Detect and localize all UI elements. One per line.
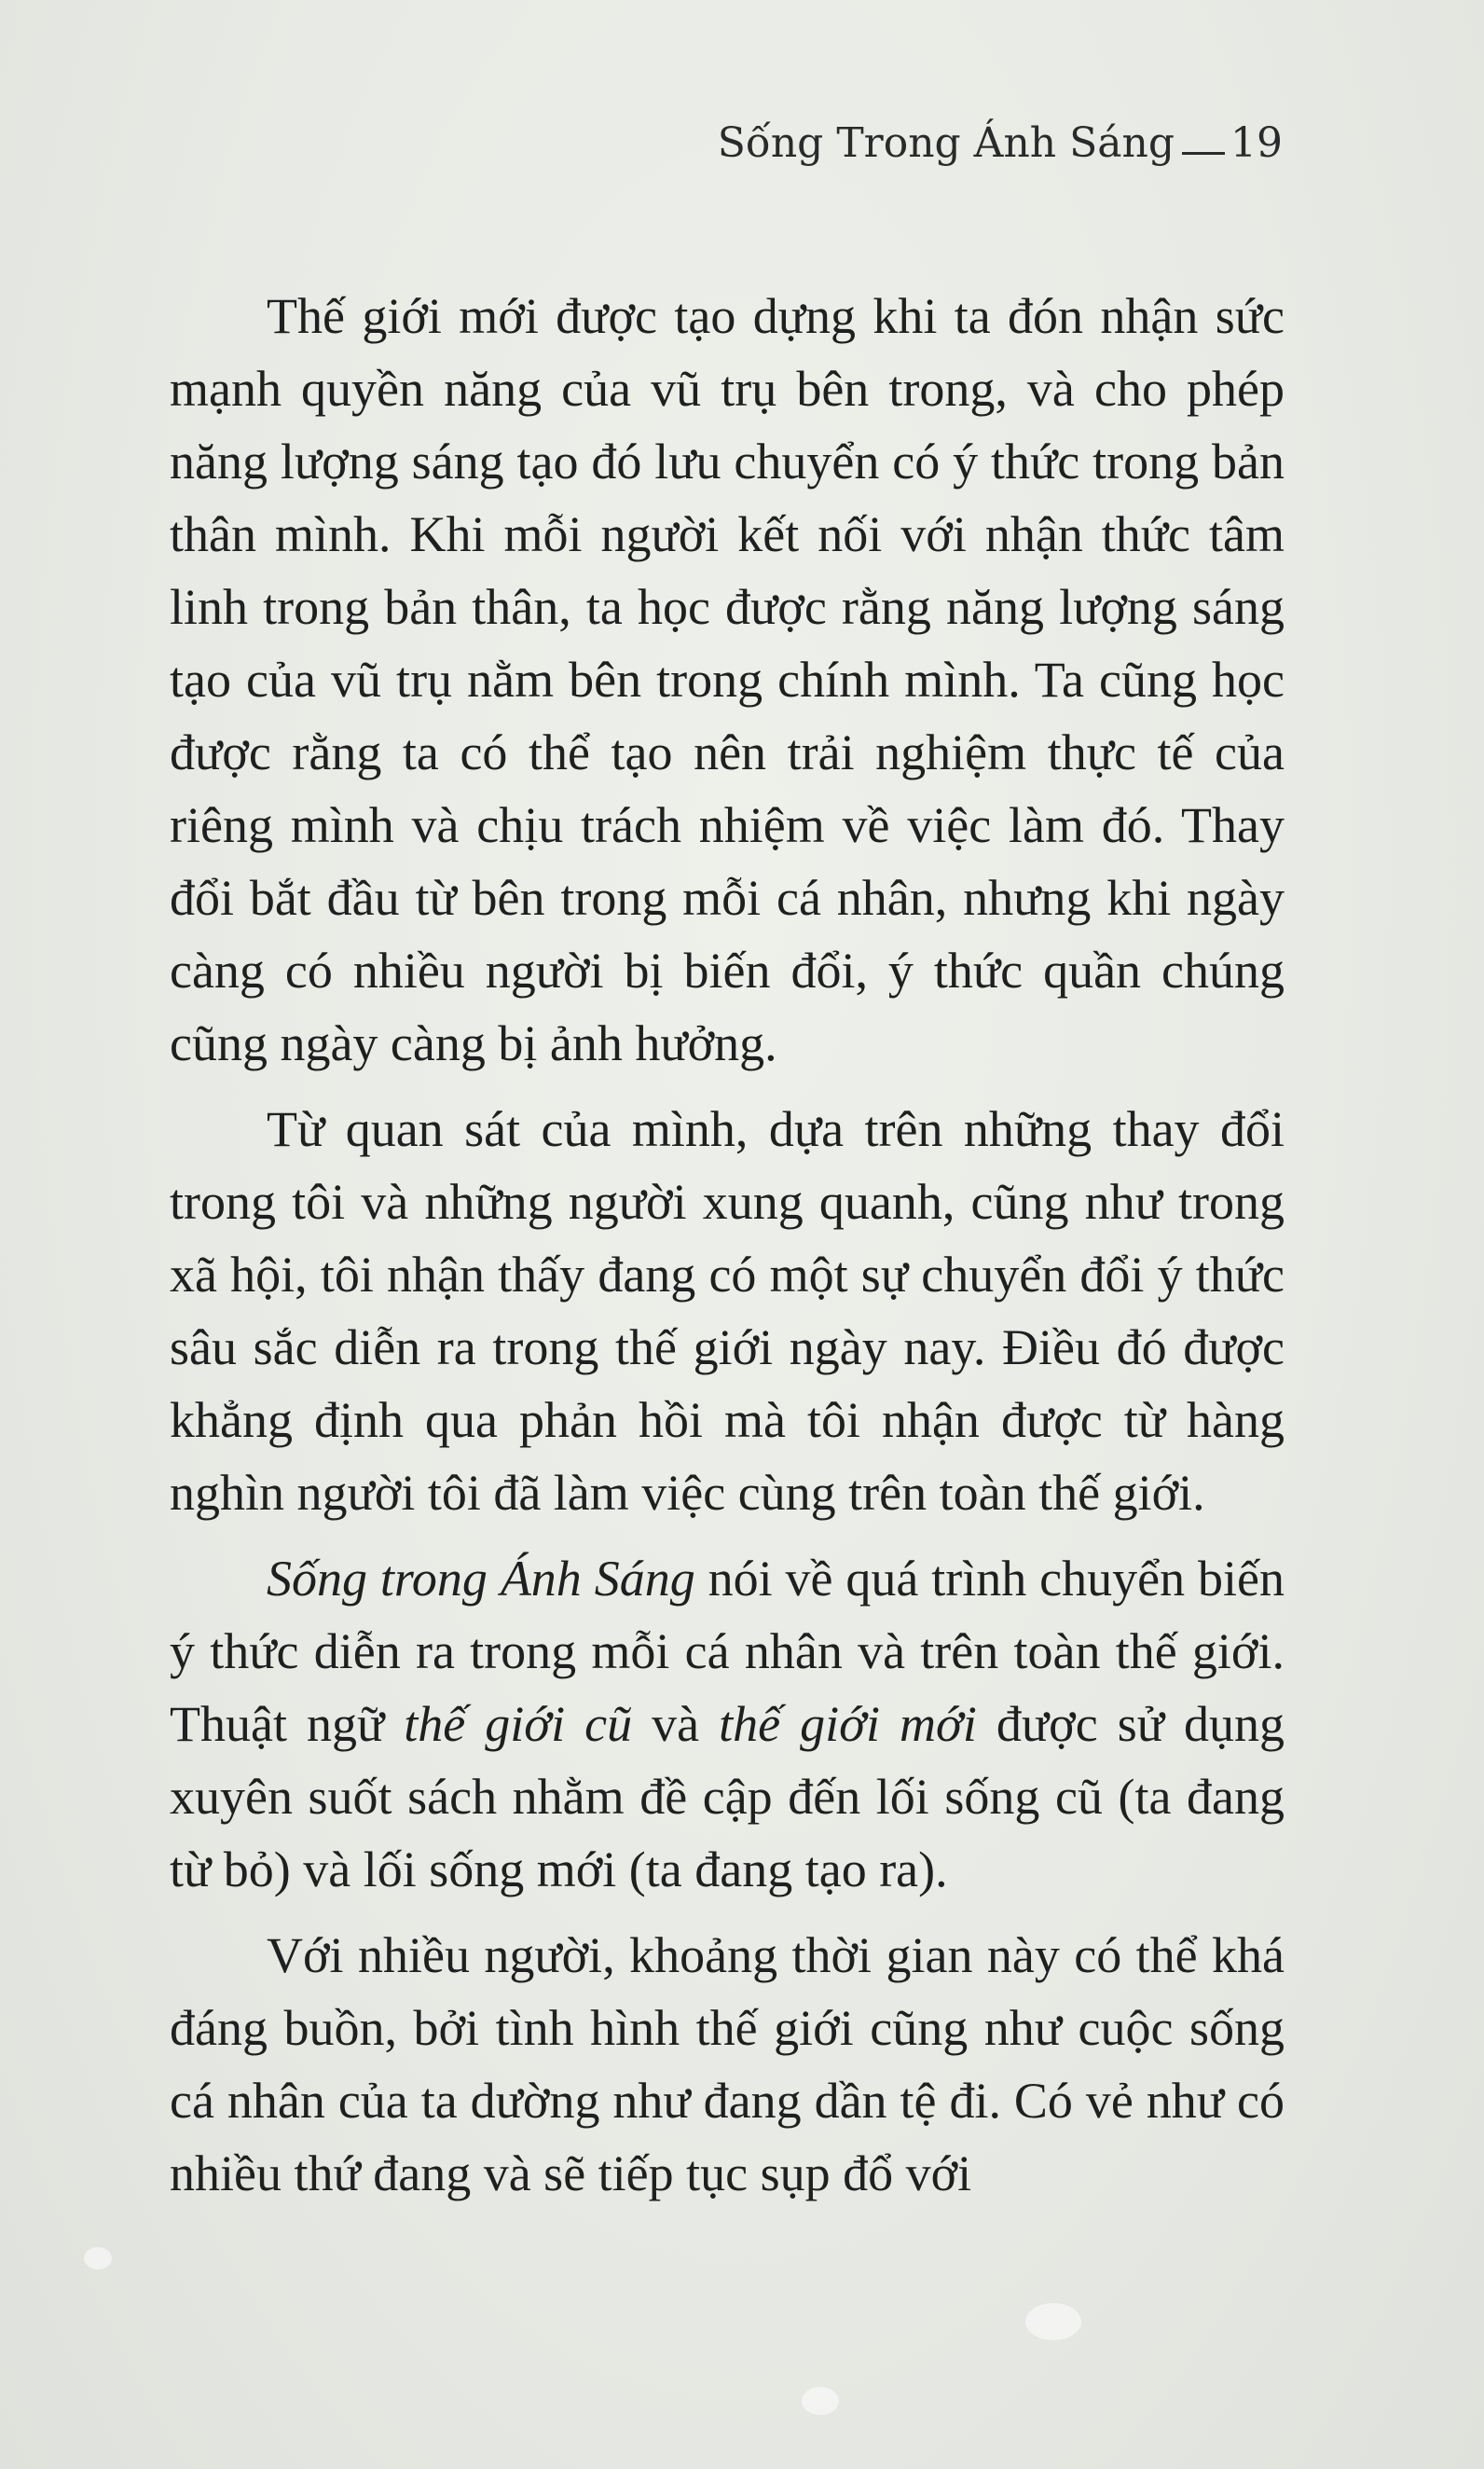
paragraph-3-text-1: nói về quá trình chuyển biến ý thức diễn ra trong mỗi cá nhân và trên toàn thế giới. Thuật ngữ [170,1551,1285,1752]
paragraph-3 [170,1542,1285,1906]
paragraph-1: Thế giới mới được tạo dựng khi ta đón nhận sức mạnh quyền năng của vũ trụ bên trong, và cho phép năng lượng sáng tạo đó lưu chuyển có ý thức trong bản thân mình. Khi mỗi người kết nối với nhận thức tâm linh trong bản thân, ta học được rằng năng lượng sáng tạo của vũ trụ nằm bên trong chính mình. Ta cũng học được rằng ta có thể tạo nên trải nghiệm thực tế của riêng mình và chịu trách nhiệm về việc làm đó. Thay đổi bắt đầu từ bên trong mỗi cá nhân, nhưng khi ngày càng có nhiều người bị biến đổi, ý thức quần chúng cũng ngày càng bị ảnh hưởng. [170,288,1285,1071]
header-rule [1182,152,1225,155]
body-text [170,280,1285,2223]
term-new-world: thế giới mới [719,1696,977,1752]
paragraph-3-text-2: và [632,1696,720,1752]
page-number: 19 [1230,119,1283,167]
running-header [718,119,1283,167]
paragraph-4: Với nhiều người, khoảng thời gian này có thể khá đáng buồn, bởi tình hình thế giới cũng như cuộc sống cá nhân của ta dường như đang dần tệ đi. Có vẻ như có nhiều thứ đang và sẽ tiếp tục sụp đổ với [170,1927,1285,2201]
book-title-italic: Sống trong Ánh Sáng [267,1551,695,1607]
term-old-world: thế giới cũ [404,1696,633,1752]
paragraph-2: Từ quan sát của mình, dựa trên những thay đổi trong tôi và những người xung quanh, cũng như trong xã hội, tôi nhận thấy đang có một sự chuyển đổi ý thức sâu sắc diễn ra trong thế giới ngày nay. Điều đó được khẳng định qua phản hồi mà tôi nhận được từ hàng nghìn người tôi đã làm việc cùng trên toàn thế giới. [170,1101,1285,1521]
paragraph-3-text-3: được sử dụng xuyên suốt sách nhằm đề cập đến lối sống cũ (ta đang từ bỏ) và lối sống mới (ta đang tạo ra). [170,1696,1285,1897]
paper-speck [802,2387,839,2415]
paper-speck [84,2247,112,2269]
running-header-title: Sống Trong Ánh Sáng [717,119,1175,167]
paper-speck [1025,2303,1081,2340]
